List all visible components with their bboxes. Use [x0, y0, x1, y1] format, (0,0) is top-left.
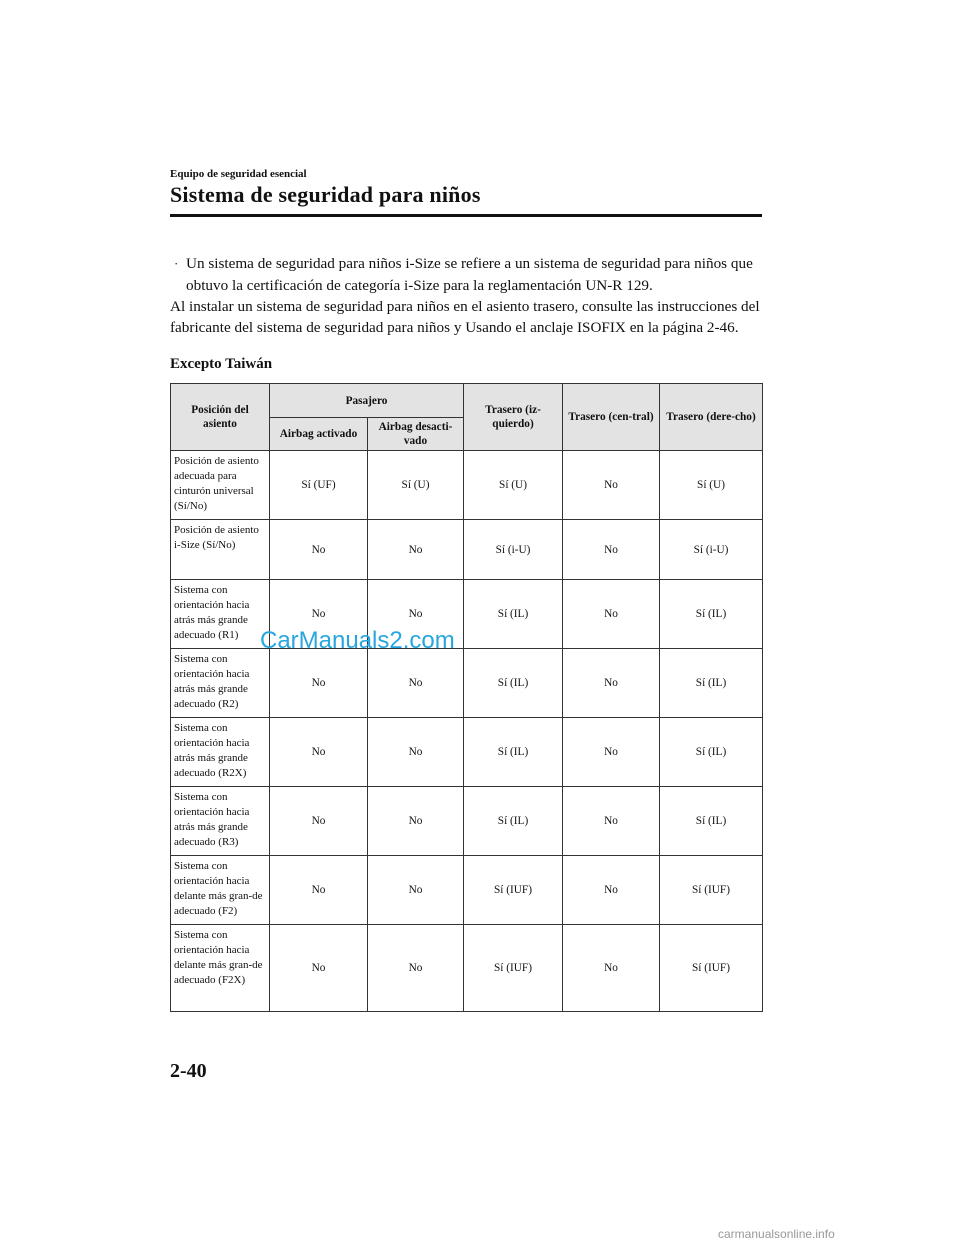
- table-cell: Sí (IL): [464, 718, 563, 787]
- table-cell: No: [270, 925, 368, 1012]
- table-cell: No: [270, 856, 368, 925]
- subheading: Excepto Taiwán: [170, 356, 273, 372]
- table-cell: Sí (IUF): [660, 856, 763, 925]
- table-cell: Sí (U): [464, 451, 563, 520]
- bullet-note: [174, 253, 762, 297]
- table-cell: No: [368, 925, 464, 1012]
- table-cell: No: [368, 649, 464, 718]
- table-cell: No: [368, 856, 464, 925]
- table-cell: Sí (i-U): [660, 520, 763, 580]
- header-position: Posición del asiento: [171, 384, 270, 451]
- table-cell: No: [368, 520, 464, 580]
- table-cell: No: [563, 925, 660, 1012]
- table-row: [171, 856, 763, 925]
- table-cell: Sí (IUF): [464, 856, 563, 925]
- table-row: [171, 925, 763, 1012]
- table-cell: Sí (i-U): [464, 520, 563, 580]
- table-cell: No: [368, 787, 464, 856]
- table-cell: Sí (IUF): [464, 925, 563, 1012]
- table-cell: Sí (IL): [660, 580, 763, 649]
- table-row: [171, 787, 763, 856]
- header-rear-right: Trasero (dere-cho): [660, 384, 763, 451]
- table-cell: Sí (IUF): [660, 925, 763, 1012]
- table-row: [171, 520, 763, 580]
- table-cell: No: [563, 718, 660, 787]
- table-cell: No: [368, 580, 464, 649]
- bullet-text: Un sistema de seguridad para niños i-Size se refiere a un sistema de seguridad para niños que obtuvo la certificación de categoría i-Size para la reglamentación UN-R 129.: [186, 255, 753, 294]
- section-label: Equipo de seguridad esencial: [170, 168, 307, 180]
- table-cell: No: [563, 649, 660, 718]
- table-cell: No: [270, 580, 368, 649]
- row-label: Sistema con orientación hacia atrás más grande adecuado (R2X): [171, 718, 270, 787]
- header-rear-center: Trasero (cen-tral): [563, 384, 660, 451]
- page-title: Sistema de seguridad para niños: [170, 182, 481, 207]
- row-label: Sistema con orientación hacia delante más gran-de adecuado (F2): [171, 856, 270, 925]
- table-cell: No: [270, 787, 368, 856]
- table-cell: Sí (UF): [270, 451, 368, 520]
- row-label: Posición de asiento adecuada para cinturón universal (Sí/No): [171, 451, 270, 520]
- table-row: [171, 451, 763, 520]
- table-cell: Sí (U): [660, 451, 763, 520]
- table-cell: Sí (IL): [660, 787, 763, 856]
- table-cell: Sí (IL): [660, 649, 763, 718]
- table-cell: Sí (IL): [464, 580, 563, 649]
- footer-site: carmanualsonline.info: [718, 1227, 835, 1241]
- table-cell: No: [563, 580, 660, 649]
- header-passenger: Pasajero: [270, 384, 464, 418]
- table-cell: Sí (IL): [660, 718, 763, 787]
- table-cell: Sí (IL): [464, 787, 563, 856]
- row-label: Sistema con orientación hacia atrás más grande adecuado (R3): [171, 787, 270, 856]
- header-airbag-on: Airbag activado: [270, 418, 368, 451]
- row-label: Sistema con orientación hacia delante más gran-de adecuado (F2X): [171, 925, 270, 1012]
- title-divider: [170, 214, 762, 217]
- row-label: Posición de asiento i-Size (Sí/No): [171, 520, 270, 580]
- row-label: Sistema con orientación hacia atrás más grande adecuado (R1): [171, 580, 270, 649]
- header-airbag-off: Airbag desacti-vado: [368, 418, 464, 451]
- table-cell: No: [563, 520, 660, 580]
- watermark-logo: CarManuals2.com: [260, 627, 455, 654]
- table-cell: No: [563, 451, 660, 520]
- table-cell: No: [368, 718, 464, 787]
- table-row: [171, 718, 763, 787]
- table-cell: No: [270, 718, 368, 787]
- intro-paragraph: Al instalar un sistema de seguridad para niños en el asiento trasero, consulte las instrucciones del fabricante del sistema de seguridad para niños y Usando el anclaje ISOFIX en la página 2-46.: [170, 298, 760, 336]
- table-row: [171, 649, 763, 718]
- bullet-icon: ·: [174, 256, 179, 271]
- table-cell: No: [270, 649, 368, 718]
- table-cell: Sí (IL): [464, 649, 563, 718]
- table-cell: No: [563, 856, 660, 925]
- header-rear-left: Trasero (iz-quierdo): [464, 384, 563, 451]
- seat-table: [170, 383, 763, 1012]
- row-label: Sistema con orientación hacia atrás más grande adecuado (R2): [171, 649, 270, 718]
- page-number: 2-40: [170, 1060, 207, 1082]
- table-cell: No: [563, 787, 660, 856]
- table-cell: Sí (U): [368, 451, 464, 520]
- table-cell: No: [270, 520, 368, 580]
